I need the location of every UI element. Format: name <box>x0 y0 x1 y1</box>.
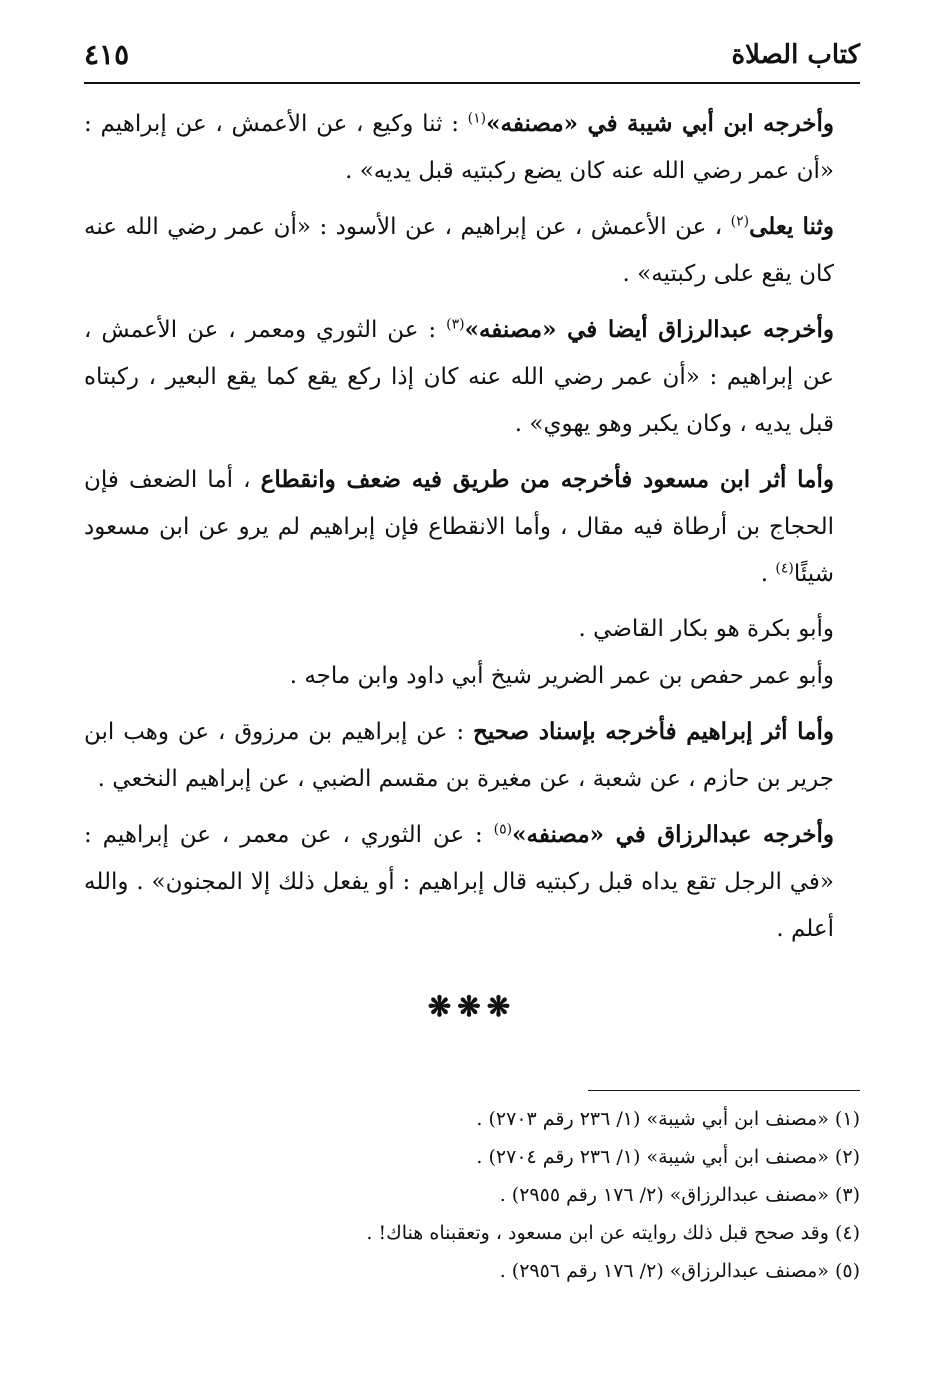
chapter-title: كتاب الصلاة <box>731 40 860 70</box>
paragraph <box>84 100 860 195</box>
paragraph <box>84 708 860 803</box>
paragraph <box>84 203 860 298</box>
paragraph-tail: . <box>760 561 776 587</box>
paragraph-lead: وثنا يعلى <box>749 213 835 240</box>
paragraph-lead: وأما أثر إبراهيم فأخرجه بإسناد صحيح <box>473 718 834 745</box>
paragraph-text: : ثنا وكيع ، عن الأعمش ، عن إبراهيم : «أن عمر رضي الله عنه كان يضع ركبتيه قبل يديه» . <box>84 111 834 184</box>
footnote-divider <box>588 1090 860 1091</box>
paragraph-text: : عن الثوري ومعمر ، عن الأعمش ، عن إبراهيم : «أن عمر رضي الله عنه كان إذا ركع يقع كما يقع البعير ، ركبتاه قبل يديه ، وكان يكبر وهو يهوي» . <box>84 317 834 437</box>
main-text <box>84 100 860 961</box>
paragraph-lead: وأخرجه عبدالرزاق في «مصنفه» <box>512 821 834 848</box>
footnote-ref: (٤) <box>775 560 794 577</box>
footnote-ref: (٣) <box>446 316 465 333</box>
paragraph <box>84 811 860 953</box>
page-header <box>84 30 860 84</box>
footnote-ref: (١) <box>467 110 487 127</box>
paragraph-text: ، أما الضعف فإن الحجاج بن أرطاة فيه مقال ، وأما الانقطاع فإن إبراهيم لم يرو عن ابن مسعود شيئًا <box>84 467 834 587</box>
footnote: (٣) «مصنف عبدالرزاق» (٢/ ١٧٦ رقم ٢٩٥٥) . <box>499 1184 860 1206</box>
footnote: (١) «مصنف ابن أبي شيبة» (١/ ٢٣٦ رقم ٢٧٠٣) . <box>476 1108 860 1130</box>
paragraph-lead: وأخرجه ابن أبي شيبة في «مصنفه» <box>486 110 834 137</box>
paragraph-text: ، عن الأعمش ، عن إبراهيم ، عن الأسود : «أن عمر رضي الله عنه كان يقع على ركبتيه» . <box>84 214 834 287</box>
paragraph <box>84 456 860 598</box>
footnote-ref: (٥) <box>493 821 513 838</box>
paragraph-text: : عن إبراهيم بن مرزوق ، عن وهب ابن جرير بن حازم ، عن شعبة ، عن مغيرة بن مقسم الضبي ، عن إبراهيم النخعي . <box>84 719 834 792</box>
footnote: (٤) وقد صحح قبل ذلك روايته عن ابن مسعود ، وتعقبناه هناك! . <box>366 1222 860 1244</box>
paragraph-text: : عن الثوري ، عن معمر ، عن إبراهيم : «في الرجل تقع يداه قبل ركبتيه قال إبراهيم : أو يفعل ذلك إلا المجنون» . والله أعلم . <box>84 822 834 942</box>
paragraph <box>84 653 860 700</box>
footnotes <box>84 1100 860 1290</box>
paragraph <box>84 606 860 653</box>
paragraph-text: وأبو بكرة هو بكار القاضي . <box>578 616 834 642</box>
footnote: (٥) «مصنف عبدالرزاق» (٢/ ١٧٦ رقم ٢٩٥٦) . <box>499 1260 860 1282</box>
section-separator: ❋❋❋ <box>427 990 517 1023</box>
paragraph-lead: وأخرجه عبدالرزاق أيضا في «مصنفه» <box>464 316 834 343</box>
footnote: (٢) «مصنف ابن أبي شيبة» (١/ ٢٣٦ رقم ٢٧٠٤) . <box>476 1146 860 1168</box>
paragraph <box>84 306 860 448</box>
paragraph-lead: وأما أثر ابن مسعود فأخرجه من طريق فيه ضعف وانقطاع <box>260 466 834 493</box>
paragraph-text: وأبو عمر حفص بن عمر الضرير شيخ أبي داود وابن ماجه . <box>289 663 834 689</box>
page-number: ٤١٥ <box>84 38 130 71</box>
footnote-ref: (٢) <box>730 213 750 230</box>
